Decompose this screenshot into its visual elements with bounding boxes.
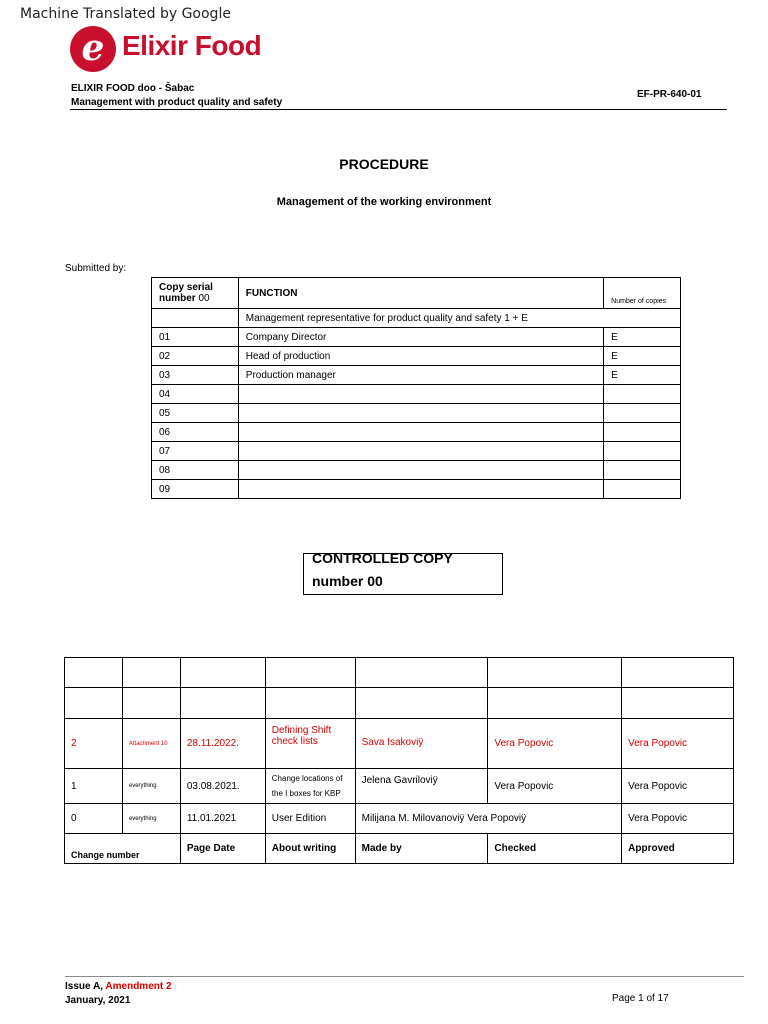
copies-cell: E [604, 366, 681, 385]
made-by-cell: Jelena Gavriloviÿ [355, 769, 488, 804]
copies-cell: E [604, 347, 681, 366]
page-number: Page 1 of 17 [612, 993, 669, 1004]
copies-cell [604, 442, 681, 461]
serial-cell: 02 [152, 347, 239, 366]
function-cell [238, 385, 603, 404]
about-cell: Defining Shift check lists [265, 719, 355, 769]
company-name: ELIXIR FOOD doo - Šabac [71, 83, 195, 94]
date-cell: 28.11.2022. [180, 719, 265, 769]
company-logo [70, 26, 270, 74]
distribution-row [152, 328, 681, 347]
logo-letter: e [81, 27, 105, 69]
header-page-date: Page Date [180, 834, 265, 864]
function-cell: Company Director [238, 328, 603, 347]
footer-divider [65, 976, 744, 977]
distribution-row [152, 442, 681, 461]
checked-cell: Vera Popovic [488, 719, 622, 769]
approved-cell: Vera Popovic [622, 769, 734, 804]
header-approved: Approved [622, 834, 734, 864]
distribution-row [152, 461, 681, 480]
logo-wordmark: Elixir Food [122, 30, 262, 61]
document-title: PROCEDURE [339, 156, 429, 172]
header-number-of-copies: Number of copies [604, 278, 681, 309]
empty-row [65, 658, 734, 688]
revision-row [65, 804, 734, 834]
copies-cell [604, 385, 681, 404]
revision-row [65, 769, 734, 804]
date-cell: 03.08.2021. [180, 769, 265, 804]
copies-cell [604, 423, 681, 442]
controlled-copy-number: number 00 [312, 573, 383, 589]
function-cell: Production manager [238, 366, 603, 385]
header-checked: Checked [488, 834, 622, 864]
controlled-copy-label: CONTROLLED COPY [312, 550, 453, 566]
approved-cell: Vera Popovic [622, 719, 734, 769]
header-copy-serial: Copy serial number 00 [152, 278, 239, 309]
submitted-label: Submitted by: [65, 263, 127, 274]
about-cell: User Edition [265, 804, 355, 834]
copies-cell: E [604, 328, 681, 347]
serial-cell: 04 [152, 385, 239, 404]
date-cell: 11.01.2021 [180, 804, 265, 834]
about-cell: Change locations of the I boxes for KBP [265, 769, 355, 804]
revision-history-table [64, 657, 734, 864]
change-number-cell: 0 [65, 804, 123, 834]
distribution-header-row [152, 278, 681, 309]
footer-issue: Issue A, Amendment 2 [65, 981, 172, 992]
empty-row [65, 688, 734, 719]
distribution-row [152, 347, 681, 366]
approved-cell: Vera Popovic [622, 804, 734, 834]
serial-cell: 03 [152, 366, 239, 385]
distribution-table [151, 277, 681, 499]
serial-cell: 05 [152, 404, 239, 423]
distribution-row [152, 366, 681, 385]
checked-cell: Vera Popovic [488, 769, 622, 804]
function-cell: Head of production [238, 347, 603, 366]
serial-cell: 06 [152, 423, 239, 442]
header-function: FUNCTION [238, 278, 603, 309]
machine-translation-banner: Machine Translated by Google [20, 6, 231, 22]
function-cell [238, 423, 603, 442]
revision-header-row [65, 834, 734, 864]
distribution-row [152, 404, 681, 423]
serial-cell: 01 [152, 328, 239, 347]
document-code: EF-PR-640-01 [637, 89, 702, 100]
page-cell: everything [122, 769, 180, 804]
made-by-cell: Milijana M. Milovanoviÿ Vera Popoviÿ [355, 804, 622, 834]
header-change-number: Change number [65, 834, 181, 864]
copies-cell [604, 480, 681, 499]
header-made-by: Made by [355, 834, 488, 864]
function-cell [238, 461, 603, 480]
copies-cell [604, 404, 681, 423]
footer-date: January, 2021 [65, 995, 131, 1006]
management-system: Management with product quality and safety [71, 97, 283, 108]
document-subtitle: Management of the working environment [276, 196, 492, 208]
footer-amendment: Amendment 2 [105, 981, 172, 992]
made-by-cell: Sava Isakoviÿ [355, 719, 488, 769]
header-about: About writing [265, 834, 355, 864]
serial-cell: 08 [152, 461, 239, 480]
copies-cell [604, 461, 681, 480]
change-number-cell: 2 [65, 719, 123, 769]
change-number-cell: 1 [65, 769, 123, 804]
header-divider [70, 109, 727, 110]
distribution-row [152, 385, 681, 404]
serial-cell: 07 [152, 442, 239, 461]
function-cell [238, 480, 603, 499]
function-cell [238, 404, 603, 423]
serial-cell: 09 [152, 480, 239, 499]
revision-row [65, 719, 734, 769]
distribution-row [152, 480, 681, 499]
distribution-row [152, 423, 681, 442]
controlled-copy-box [303, 550, 503, 595]
page-cell: Attachment 10 [122, 719, 180, 769]
distribution-row [152, 309, 681, 328]
function-cell: Management representative for product quality and safety 1 + E [238, 309, 680, 328]
function-cell [238, 442, 603, 461]
page-cell: everything [122, 804, 180, 834]
